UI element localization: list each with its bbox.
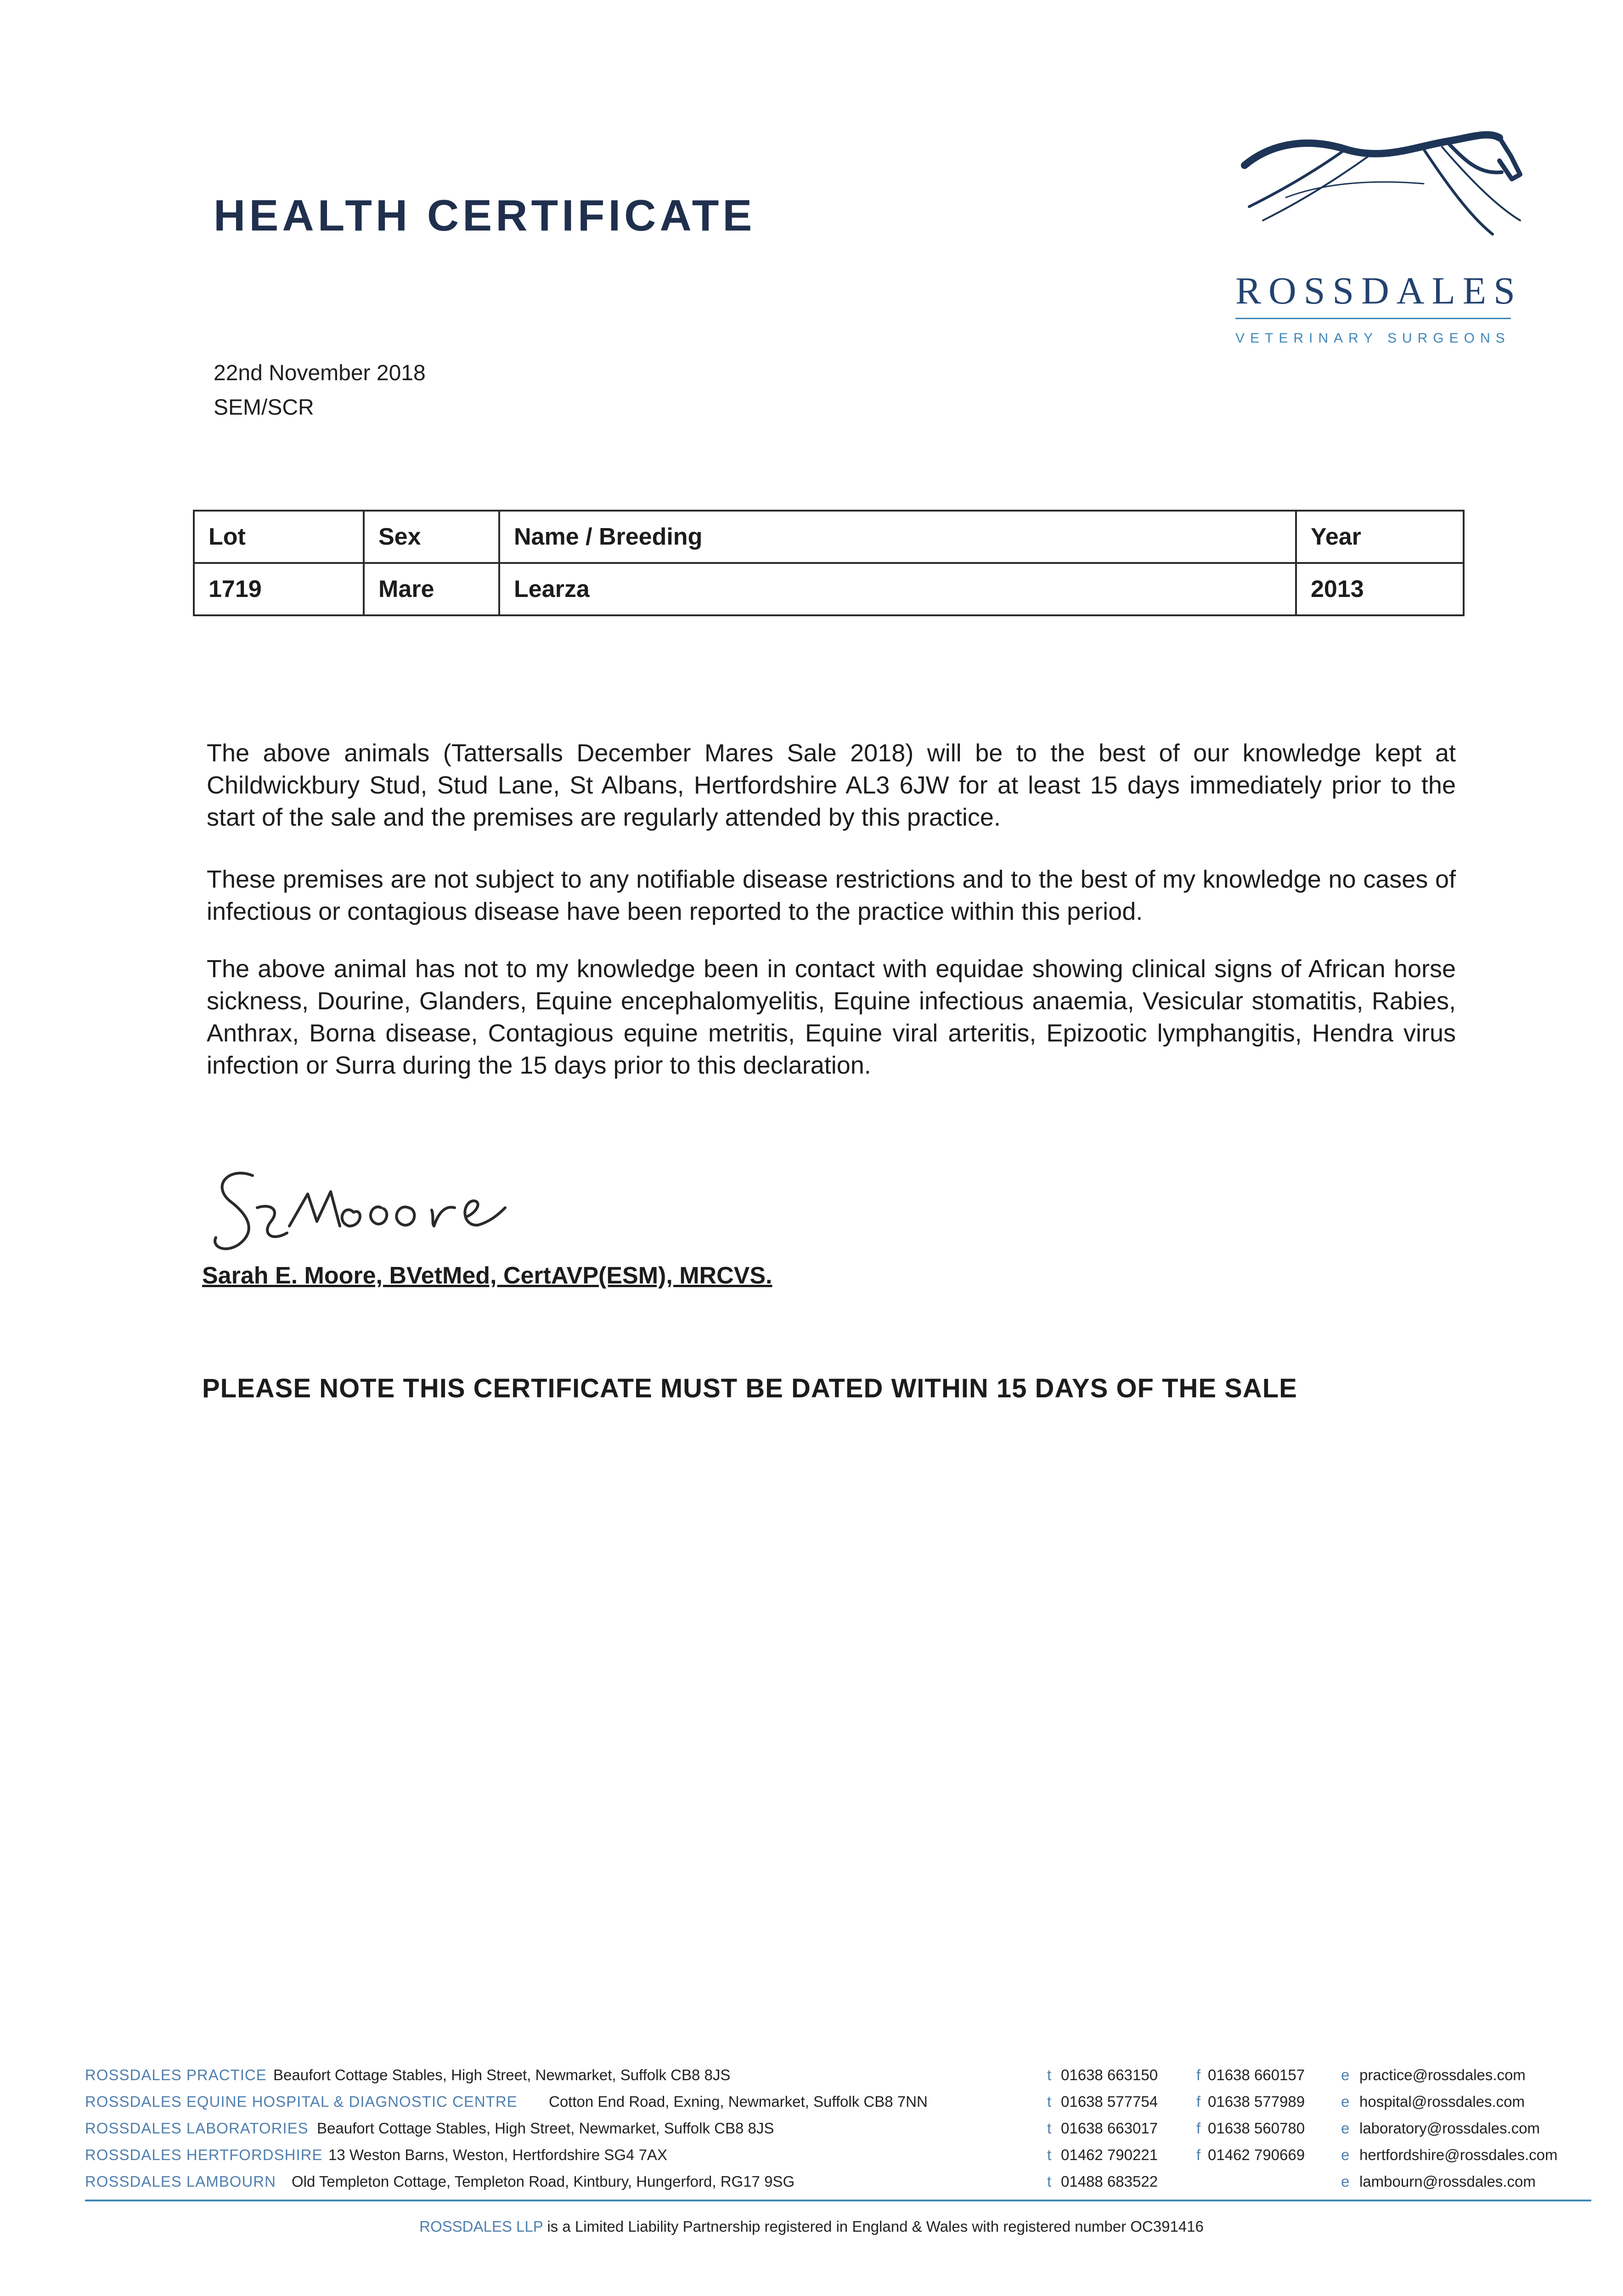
body-paragraph: These premises are not subject to any notifiable disease restrictions and to the best of my knowledge no cases of infectious or contagious disease have been reported to the practice within this period. (207, 866, 1456, 925)
llp-text: is a Limited Liability Partnership registered in England & Wales with registered number OC391416 (547, 2218, 1204, 2235)
office-phone: 01638 663017 (1061, 2120, 1158, 2137)
email-prefix: e (1341, 2173, 1350, 2190)
office-email[interactable]: hertfordshire@rossdales.com (1359, 2146, 1558, 2163)
office-email[interactable]: hospital@rossdales.com (1359, 2093, 1525, 2110)
handwritten-signature (202, 1157, 560, 1277)
logo-tagline: VETERINARY SURGEONS (1235, 331, 1510, 346)
certificate-reference: SEM/SCR (214, 395, 314, 420)
table-header-cell: Year (1296, 511, 1464, 563)
office-division: ROSSDALES HERTFORDSHIRE (85, 2146, 323, 2163)
fax-prefix: f (1196, 2066, 1201, 2083)
llp-name: ROSSDALES LLP (419, 2218, 543, 2235)
footer-divider (85, 2200, 1591, 2201)
office-phone: 01462 790221 (1061, 2146, 1158, 2163)
office-fax: 01638 660157 (1208, 2066, 1305, 2083)
animals-table (193, 510, 1465, 616)
email-prefix: e (1341, 2120, 1350, 2137)
table-header-cell: Lot (194, 511, 364, 563)
sex-cell: Mare (364, 563, 499, 615)
logo-divider (1235, 318, 1511, 319)
table-row (194, 563, 1464, 615)
email-prefix: e (1341, 2146, 1350, 2163)
table-header-cell: Sex (364, 511, 499, 563)
name-cell: Learza (499, 563, 1296, 615)
office-division: ROSSDALES PRACTICE (85, 2066, 267, 2083)
rossdales-logo (1212, 129, 1548, 358)
signer-name: Sarah E. Moore, BVetMed, CertAVP(ESM), MRCVS. (202, 1262, 772, 1289)
office-address: Cotton End Road, Exning, Newmarket, Suffolk CB8 7NN (549, 2093, 928, 2110)
footer-office-row (85, 2093, 1578, 2119)
date-validity-notice: PLEASE NOTE THIS CERTIFICATE MUST BE DATED WITHIN 15 DAYS OF THE SALE (202, 1373, 1297, 1403)
phone-prefix: t (1047, 2093, 1052, 2110)
office-email[interactable]: practice@rossdales.com (1359, 2066, 1526, 2083)
office-email[interactable]: laboratory@rossdales.com (1359, 2120, 1540, 2137)
fax-prefix: f (1196, 2093, 1201, 2110)
phone-prefix: t (1047, 2066, 1052, 2083)
body-paragraph: The above animals (Tattersalls December Mares Sale 2018) will be to the best of our knowledge kept at Childwickbury Stud, Stud Lane, St Albans, Hertfordshire AL3 6JW for at least 15 days immediately prior to the start of the sale and the premises are regularly attended by this practice. (207, 739, 1456, 831)
certificate-date: 22nd November 2018 (214, 361, 426, 385)
logo-wordmark: ROSSDALES (1235, 270, 1522, 312)
office-division: ROSSDALES LAMBOURN (85, 2173, 276, 2190)
office-division: ROSSDALES LABORATORIES (85, 2120, 309, 2137)
office-address: Old Templeton Cottage, Templeton Road, Kintbury, Hungerford, RG17 9SG (292, 2173, 795, 2190)
horse-logo-icon (1231, 129, 1534, 266)
office-phone: 01638 663150 (1061, 2066, 1158, 2083)
office-email[interactable]: lambourn@rossdales.com (1359, 2173, 1536, 2190)
phone-prefix: t (1047, 2173, 1052, 2190)
phone-prefix: t (1047, 2120, 1052, 2137)
email-prefix: e (1341, 2093, 1350, 2110)
office-fax: 01462 790669 (1208, 2146, 1305, 2163)
office-address: 13 Weston Barns, Weston, Hertfordshire SG4 7AX (328, 2146, 667, 2163)
office-phone: 01638 577754 (1061, 2093, 1158, 2110)
office-phone: 01488 683522 (1061, 2173, 1158, 2190)
office-fax: 01638 560780 (1208, 2120, 1305, 2137)
office-division: ROSSDALES EQUINE HOSPITAL & DIAGNOSTIC CENTRE (85, 2093, 518, 2110)
fax-prefix: f (1196, 2146, 1201, 2163)
certificate-title: HEALTH CERTIFICATE (214, 191, 756, 240)
footer-office-row (85, 2173, 1578, 2199)
footer-office-row (85, 2120, 1578, 2145)
table-header-row (194, 511, 1464, 563)
office-fax: 01638 577989 (1208, 2093, 1305, 2110)
phone-prefix: t (1047, 2146, 1052, 2163)
email-prefix: e (1341, 2066, 1350, 2083)
office-address: Beaufort Cottage Stables, High Street, Newmarket, Suffolk CB8 8JS (273, 2066, 731, 2083)
lot-cell: 1719 (194, 563, 364, 615)
year-cell: 2013 (1296, 563, 1464, 615)
fax-prefix: f (1196, 2120, 1201, 2137)
llp-statement (0, 2218, 1623, 2235)
office-address: Beaufort Cottage Stables, High Street, Newmarket, Suffolk CB8 8JS (317, 2120, 774, 2137)
body-paragraph: The above animal has not to my knowledge been in contact with equidae showing clinical signs of African horse sickness, Dourine, Glanders, Equine encephalomyelitis, Equine infectious anaemia, Vesicular stomatitis, Rabies, Anthrax, Borna disease, Contagious equine metritis, Equine viral arteritis, Epizootic lymphangitis, Hendra virus infection or Surra during the 15 days prior to this declaration. (207, 955, 1456, 1079)
table-header-cell: Name / Breeding (499, 511, 1296, 563)
footer-office-row (85, 2066, 1578, 2092)
footer-office-row (85, 2146, 1578, 2172)
